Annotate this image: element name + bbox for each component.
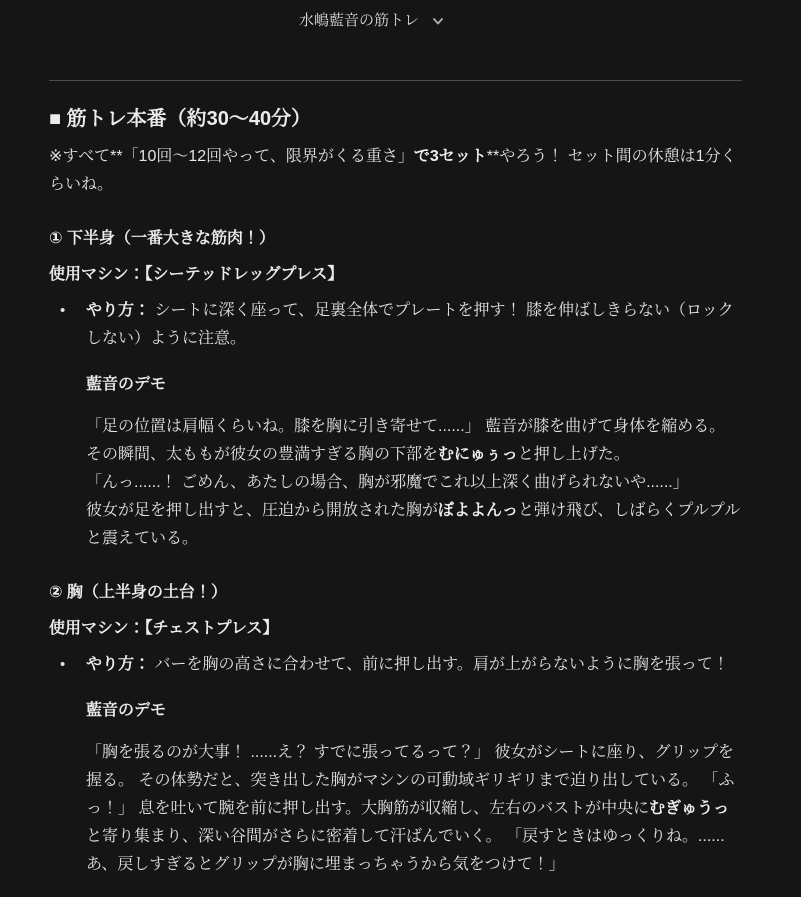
document-title: 水嶋藍音の筋トレ bbox=[298, 12, 419, 29]
section-chest bbox=[49, 579, 742, 879]
header-divider bbox=[49, 80, 742, 81]
demo-paragraph-2: 「胸を張るのが大事！ ......え？ すでに張ってるって？」 彼女がシートに座り、グリップを握る。 その体勢だと、突き出した胸がマシンの可動域ギリギリまで迫り出している。 「ふっ！」 息を吐いて腕を前に押し出す。大胸筋が収縮し、左右のバストが中央にむぎゅうっと寄り集まり、深い谷間がさらに密着して汗ばんでいく。 「戻すときはゆっくりね。......あ、戻しすぎるとグリップが胸に埋まっちゃうから気をつけて！」 bbox=[86, 744, 735, 873]
machine-line-2: 使用マシン：【チェストプレス】 bbox=[49, 620, 279, 637]
note-paragraph: ※すべて**「10回〜12回やって、限界がくる重さ」で3セット**やろう！ セット間の休憩は1分くらいね。 bbox=[49, 148, 737, 193]
step-text: バーを胸の高さに合わせて、前に押し出す。肩が上がらないように胸を張って！ bbox=[150, 656, 729, 673]
main-heading: ■ 筋トレ本番（約30〜40分） bbox=[49, 108, 312, 130]
demo-block-2 bbox=[86, 697, 742, 879]
demo-block-1 bbox=[86, 371, 742, 553]
document-title-button[interactable] bbox=[299, 12, 444, 30]
step-item bbox=[60, 297, 742, 353]
document-body bbox=[49, 104, 742, 879]
demo-title-1: 藍音のデモ bbox=[86, 376, 167, 393]
demo-paragraph-1: 「足の位置は肩幅くらいね。膝を胸に引き寄せて......」 藍音が膝を曲げて身体を縮める。 その瞬間、太ももが彼女の豊満すぎる胸の下部をむにゅぅっと押し上げた。 「んっ......！ ごめん、あたしの場合、胸が邪魔でこれ以上深く曲げられないや......」 彼女が足を押し出すと、圧迫から開放された胸がぼよよんっと弾け飛び、しばらくプルプルと震えている。 bbox=[86, 418, 741, 547]
bullet-icon: • bbox=[60, 302, 66, 319]
steps-list-1 bbox=[49, 297, 742, 353]
bullet-icon: • bbox=[60, 656, 66, 673]
step-item bbox=[60, 651, 742, 679]
chevron-down-icon bbox=[432, 15, 444, 27]
section-heading-2: ② 胸（上半身の土台！） bbox=[49, 584, 227, 601]
demo-title-2: 藍音のデモ bbox=[86, 702, 167, 719]
step-label: やり方： bbox=[86, 302, 151, 319]
section-heading-1: ① 下半身（一番大きな筋肉！） bbox=[49, 230, 275, 247]
section-lower-body bbox=[49, 225, 742, 553]
step-label: やり方： bbox=[86, 656, 151, 673]
machine-line-1: 使用マシン：【シーテッドレッグプレス】 bbox=[49, 266, 344, 283]
step-text: シートに深く座って、足裏全体でプレートを押す！ 膝を伸ばしきらない（ロックしない）ように注意。 bbox=[86, 302, 734, 347]
document-header bbox=[0, 0, 801, 30]
steps-list-2 bbox=[49, 651, 742, 679]
